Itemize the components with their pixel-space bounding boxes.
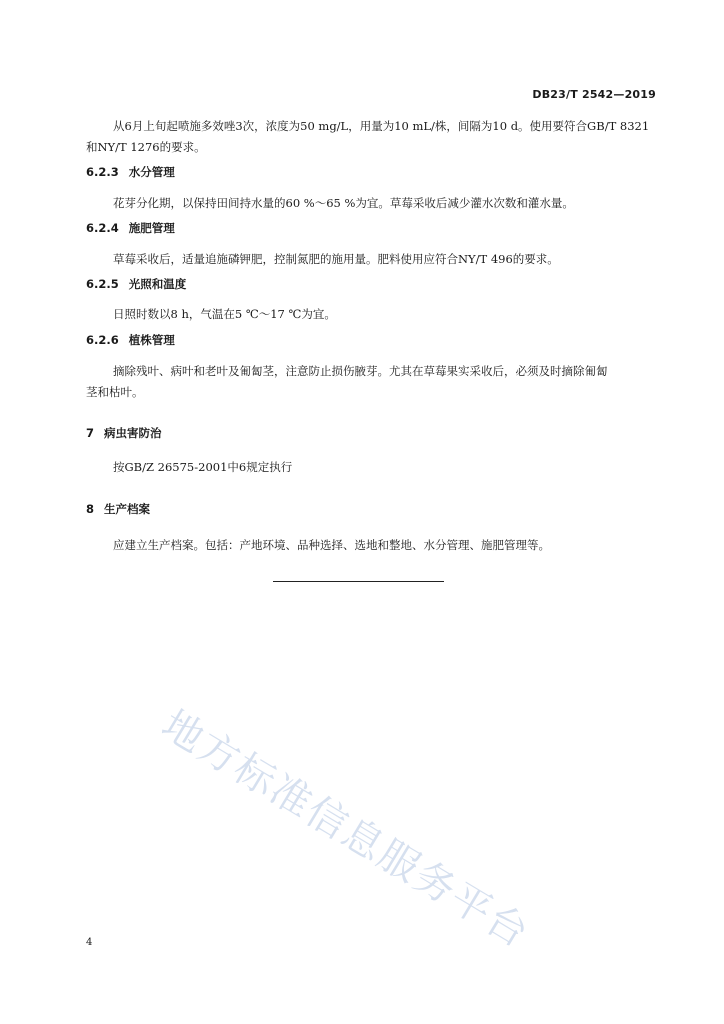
standard-code: DB23/T 2542—2019 [532, 88, 656, 101]
section-number: 6.2.5 [86, 277, 119, 291]
section-title: 施肥管理 [128, 221, 175, 235]
section-heading-8 [86, 501, 150, 517]
paragraph: 日照时数以8 h，气温在5 ℃～17 ℃为宜。 [113, 307, 336, 321]
section-title: 水分管理 [128, 165, 175, 179]
end-rule [273, 581, 444, 582]
section-heading-6-2-6 [86, 332, 175, 348]
watermark: 地方标准信息服务平台 [153, 701, 538, 958]
section-number: 6.2.6 [86, 333, 119, 347]
section-number: 6.2.4 [86, 221, 119, 235]
section-title: 生产档案 [104, 502, 151, 516]
section-heading-6-2-5 [86, 276, 186, 292]
paragraph: 按GB/Z 26575-2001中6规定执行 [113, 460, 293, 474]
paragraph: 花芽分化期，以保持田间持水量的60 %～65 %为宜。草莓采收后减少灌水次数和灌水量。 [113, 196, 574, 210]
section-title: 光照和温度 [128, 277, 187, 291]
section-number: 6.2.3 [86, 165, 119, 179]
paragraph: 应建立生产档案。包括：产地环境、品种选择、选地和整地、水分管理、施肥管理等。 [113, 538, 550, 552]
section-title: 植株管理 [128, 333, 175, 347]
section-heading-7 [86, 425, 162, 441]
section-number: 8 [86, 502, 95, 516]
paragraph-line: 摘除残叶、病叶和老叶及匍匐茎，注意防止损伤腋芽。尤其在草莓果实采收后，必须及时摘除匍匐 [113, 364, 608, 378]
paragraph-line: 从6月上旬起喷施多效唑3次，浓度为50 mg/L，用量为10 mL/株，间隔为10 d。使用要符合GB/T 8321 [113, 119, 650, 133]
section-heading-6-2-4 [86, 220, 175, 236]
section-number: 7 [86, 426, 95, 440]
paragraph-line: 茎和枯叶。 [86, 385, 144, 399]
section-heading-6-2-3 [86, 164, 175, 180]
page-number: 4 [86, 937, 93, 948]
paragraph-line: 和NY/T 1276的要求。 [86, 140, 206, 154]
section-title: 病虫害防治 [104, 426, 162, 440]
paragraph: 草莓采收后，适量追施磷钾肥，控制氮肥的施用量。肥料使用应符合NY/T 496的要求。 [113, 252, 559, 266]
